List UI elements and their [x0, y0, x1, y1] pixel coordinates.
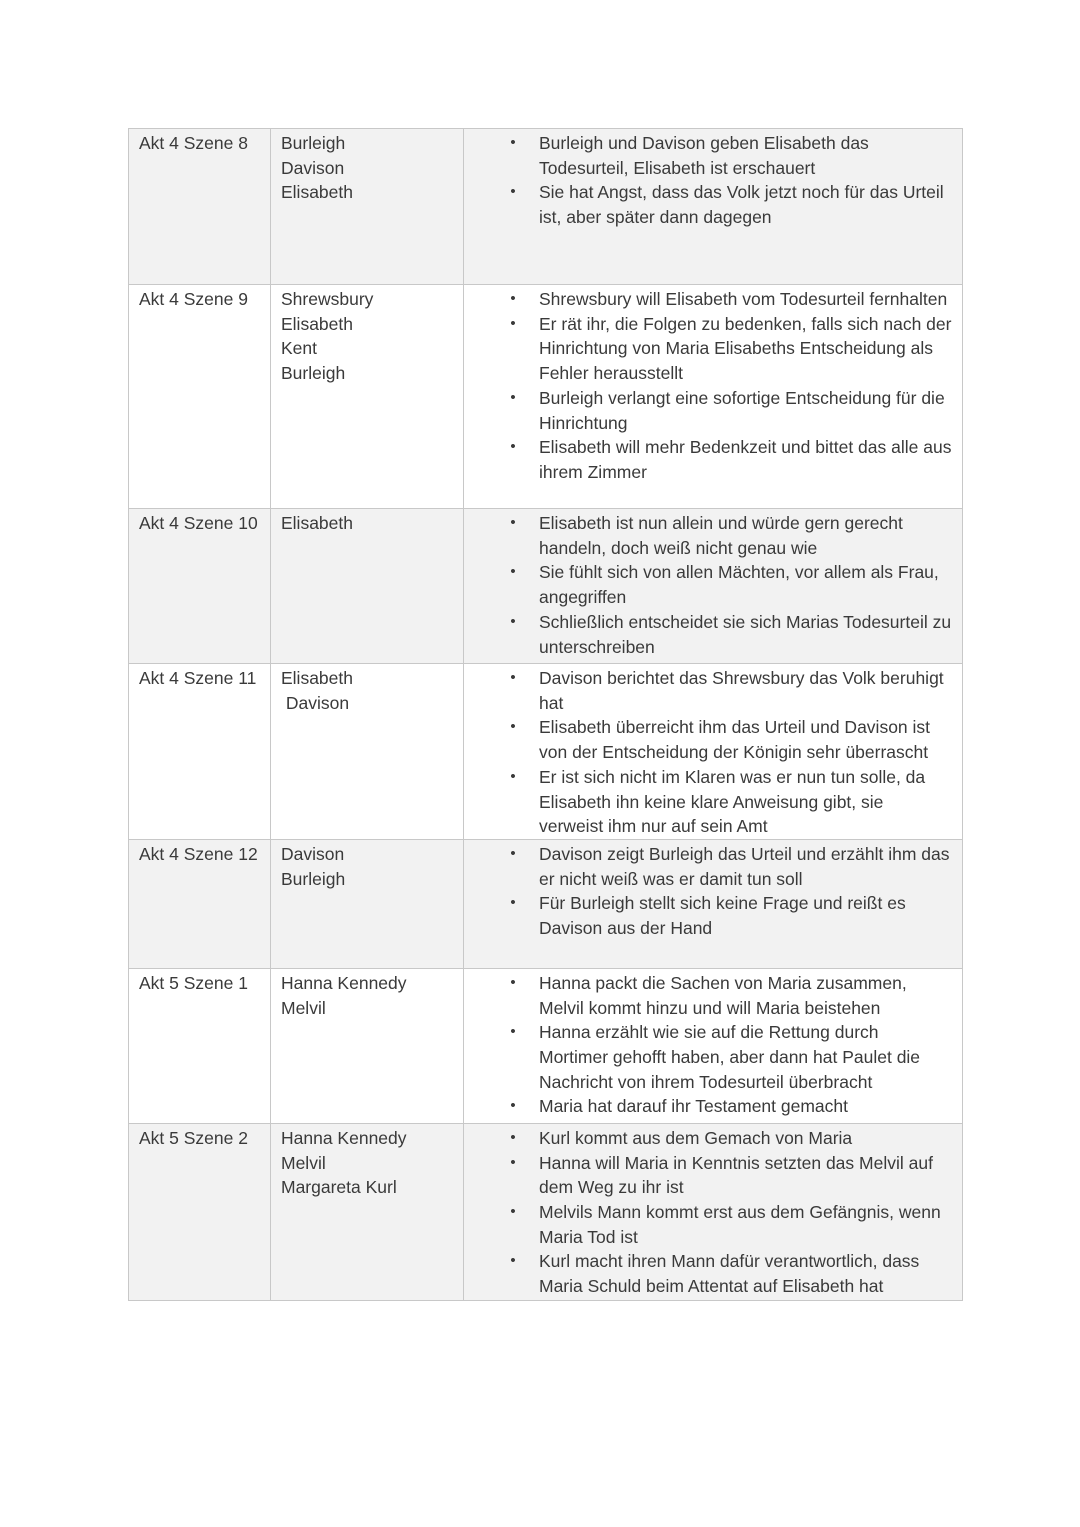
scene-label: Akt 4 Szene 12 [139, 843, 258, 864]
scene-cell [129, 285, 271, 509]
scene-cell [129, 968, 271, 1123]
bullet-icon: • [510, 767, 516, 785]
character-name: Davison [281, 843, 345, 864]
character-name: Hanna Kennedy [281, 1127, 407, 1148]
bullet-icon: • [510, 844, 516, 862]
summary-text: Schließlich entscheidet sie sich Marias Todesurteil zu unterschreiben [539, 611, 952, 657]
summary-point [474, 765, 952, 839]
summary-text: Davison berichtet das Shrewsbury das Volk beruhigt hat [539, 668, 944, 713]
summary-point [474, 1249, 952, 1298]
character-name: Davison [281, 157, 345, 178]
scene-label: Akt 4 Szene 10 [139, 513, 258, 533]
summary-text: Shrewsbury will Elisabeth vom Todesurteil fernhalten [539, 289, 948, 309]
summary-point [474, 560, 952, 609]
summary-cell [464, 664, 963, 840]
scene-row [129, 968, 963, 1123]
character-name: Melvil [281, 997, 326, 1018]
scene-label: Akt 5 Szene 2 [139, 1127, 248, 1148]
character-name: Kent [281, 338, 317, 359]
character-name: Shrewsbury [281, 289, 374, 309]
summary-point [474, 1094, 952, 1119]
bullet-icon: • [510, 183, 516, 201]
summary-point [474, 511, 952, 560]
scene-label: Akt 4 Szene 9 [139, 289, 248, 309]
scene-cell [129, 1123, 271, 1300]
scene-row [129, 285, 963, 509]
summary-text: Maria hat darauf ihr Testament gemacht [539, 1096, 849, 1117]
bullet-icon: • [510, 1023, 516, 1041]
bullet-icon: • [510, 894, 516, 912]
characters-cell [271, 509, 464, 664]
summary-point [474, 842, 952, 891]
bullet-icon: • [510, 1252, 516, 1270]
summary-point [474, 666, 952, 715]
scene-cell [129, 664, 271, 840]
summary-list [474, 971, 952, 1119]
summary-cell [464, 129, 963, 285]
bullet-icon: • [510, 1153, 516, 1171]
summary-point [474, 435, 952, 484]
summary-list [474, 131, 952, 230]
bullet-icon: • [510, 514, 516, 531]
summary-point [474, 891, 952, 940]
summary-list [474, 1126, 952, 1299]
summary-text: Er rät ihr, die Folgen zu bedenken, falls sich nach der Hinrichtung von Maria Elisabeths Entscheidung als Fehler herausstellt [539, 313, 952, 384]
scene-row [129, 129, 963, 285]
character-name: Margareta Kurl [281, 1177, 397, 1198]
summary-point [474, 131, 952, 180]
summary-text: Er ist sich nicht im Klaren was er nun tun solle, da Elisabeth ihn keine klare Anweisung gibt, sie verweist ihm nur auf sein Amt [539, 766, 926, 837]
summary-point [474, 1126, 952, 1151]
bullet-icon: • [510, 563, 516, 581]
character-name: Burleigh [281, 133, 346, 153]
summary-text: Elisabeth ist nun allein und würde gern gerecht handeln, doch weiß nicht genau wie [539, 513, 903, 558]
summary-point [474, 386, 952, 435]
bullet-icon: • [510, 314, 516, 332]
summary-point [474, 971, 952, 1020]
bullet-icon: • [510, 669, 516, 686]
summary-text: Burleigh verlangt eine sofortige Entscheidung für die Hinrichtung [539, 387, 945, 433]
character-name: Burleigh [281, 363, 346, 384]
summary-text: Elisabeth will mehr Bedenkzeit und bittet das alle aus ihrem Zimmer [539, 437, 952, 482]
summary-point [474, 180, 952, 229]
scene-label: Akt 4 Szene 8 [139, 133, 248, 153]
summary-point [474, 287, 952, 312]
summary-list [474, 511, 952, 659]
summary-text: Hanna packt die Sachen von Maria zusammen, Melvil kommt hinzu und will Maria beistehen [539, 972, 907, 1018]
scene-row [129, 839, 963, 968]
scene-cell [129, 129, 271, 285]
character-name: Elisabeth [281, 513, 353, 533]
bullet-icon: • [510, 1203, 516, 1221]
characters-cell [271, 129, 464, 285]
scene-table-body [129, 129, 963, 1301]
summary-point [474, 1020, 952, 1094]
bullet-icon: • [510, 1128, 516, 1146]
characters-cell [271, 968, 464, 1123]
scene-row [129, 1123, 963, 1300]
characters-cell [271, 839, 464, 968]
summary-cell [464, 1123, 963, 1300]
summary-text: Hanna erzählt wie sie auf die Rettung durch Mortimer gehofft haben, aber dann hat Paulet die Nachricht von ihrem Todesurteil überbracht [539, 1022, 921, 1092]
bullet-icon: • [510, 718, 516, 736]
bullet-icon: • [510, 290, 516, 307]
scene-label: Akt 5 Szene 1 [139, 972, 248, 993]
scene-cell [129, 509, 271, 664]
summary-text: Kurl kommt aus dem Gemach von Maria [539, 1127, 853, 1148]
summary-text: Sie fühlt sich von allen Mächten, vor allem als Frau, angegriffen [539, 562, 939, 608]
summary-text: Burleigh und Davison geben Elisabeth das Todesurteil, Elisabeth ist erschauert [539, 133, 869, 178]
summary-text: Für Burleigh stellt sich keine Frage und reißt es Davison aus der Hand [539, 893, 906, 939]
character-name: Elisabeth [281, 313, 353, 334]
summary-cell [464, 285, 963, 509]
character-name: Melvil [281, 1152, 326, 1173]
scene-row [129, 509, 963, 664]
bullet-icon: • [510, 612, 516, 630]
characters-cell [271, 1123, 464, 1300]
character-name: Hanna Kennedy [281, 972, 407, 993]
summary-cell [464, 968, 963, 1123]
summary-point [474, 1200, 952, 1249]
bullet-icon: • [510, 973, 516, 991]
summary-list [474, 287, 952, 485]
summary-list [474, 842, 952, 941]
summary-point [474, 715, 952, 764]
character-name: Elisabeth [281, 668, 353, 688]
characters-cell [271, 285, 464, 509]
summary-cell [464, 509, 963, 664]
character-name: Burleigh [281, 868, 346, 889]
scene-row [129, 664, 963, 840]
scene-cell [129, 839, 271, 968]
summary-list [474, 666, 952, 839]
summary-point [474, 610, 952, 659]
character-name: Davison [281, 692, 350, 713]
summary-text: Elisabeth überreicht ihm das Urteil und Davison ist von der Entscheidung der Königin sehr überrascht [539, 717, 931, 763]
summary-cell [464, 839, 963, 968]
bullet-icon: • [510, 134, 516, 151]
bullet-icon: • [510, 438, 516, 456]
summary-text: Sie hat Angst, dass das Volk jetzt noch für das Urteil ist, aber später dann dagegen [539, 182, 944, 228]
summary-text: Hanna will Maria in Kenntnis setzten das Melvil auf dem Weg zu ihr ist [539, 1152, 933, 1198]
character-name: Elisabeth [281, 182, 353, 203]
bullet-icon: • [510, 1097, 516, 1115]
bullet-icon: • [510, 388, 516, 406]
characters-cell [271, 664, 464, 840]
summary-text: Kurl macht ihren Mann dafür verantwortlich, dass Maria Schuld beim Attentat auf Elisabeth hat [539, 1251, 920, 1297]
scene-summary-table [128, 128, 963, 1301]
summary-point [474, 1151, 952, 1200]
summary-text: Melvils Mann kommt erst aus dem Gefängnis, wenn Maria Tod ist [539, 1202, 941, 1247]
summary-text: Davison zeigt Burleigh das Urteil und erzählt ihm das er nicht weiß was er damit tun soll [539, 843, 950, 889]
scene-label: Akt 4 Szene 11 [139, 668, 257, 688]
summary-point [474, 312, 952, 386]
